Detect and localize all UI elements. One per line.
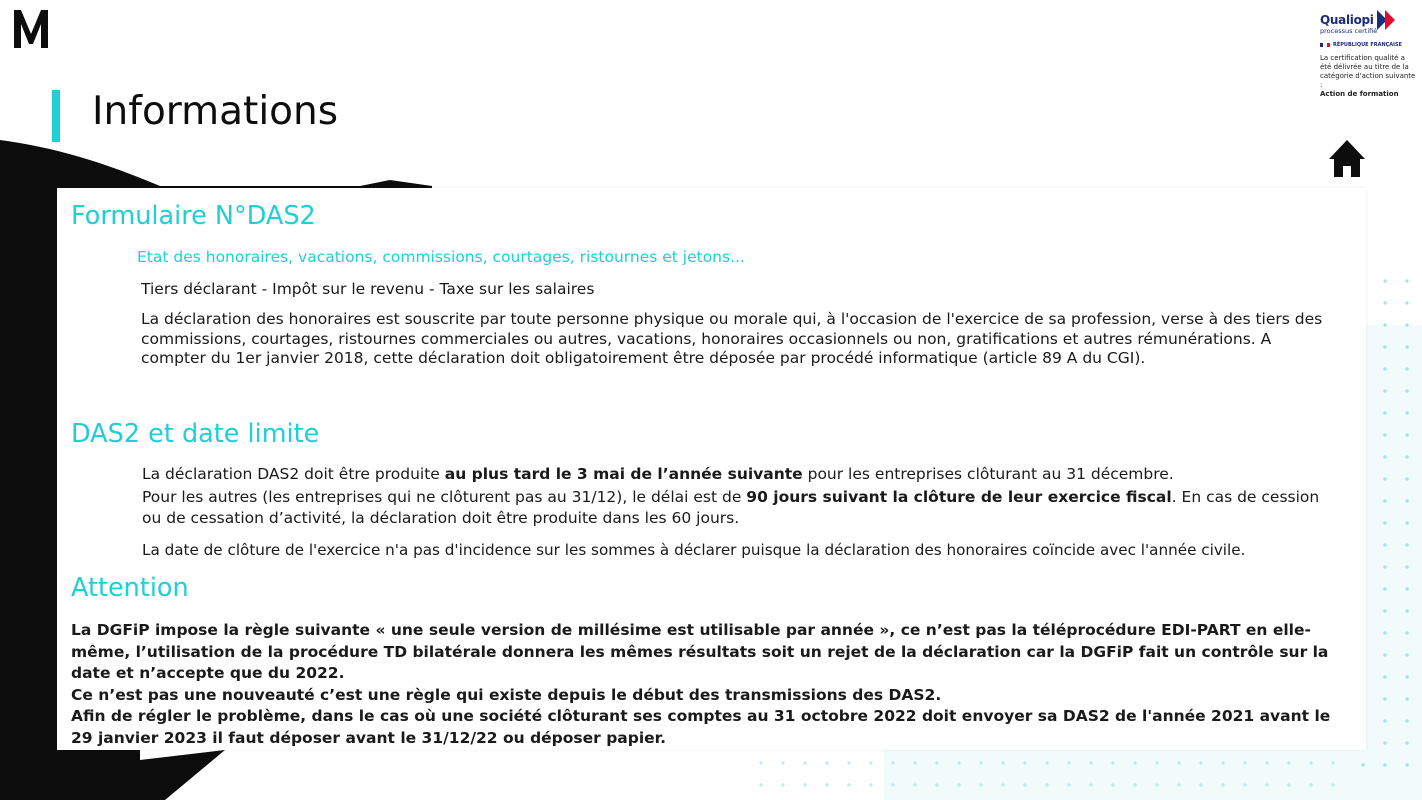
- deadline-p2-tail: . En cas de cession ou de cessation d’activité, la déclaration doit être produite dans les 60 jours.: [142, 488, 1320, 527]
- qualiopi-certification-badge: [1320, 10, 1416, 99]
- background-dot-grid-bottom: [750, 752, 1350, 800]
- deadline-p1-text: La déclaration DAS2 doit être produite: [142, 465, 445, 483]
- qualiopi-brand-name: Qualiopi: [1320, 13, 1374, 27]
- attention-paragraph: [71, 620, 1341, 749]
- content-card: [57, 188, 1366, 750]
- republique-label: RÉPUBLIQUE FRANÇAISE: [1333, 42, 1403, 48]
- section-heading-attention: Attention: [71, 573, 189, 603]
- page-title: Informations: [92, 89, 339, 134]
- certification-category: Action de formation: [1320, 90, 1399, 98]
- deadline-paragraph-1: [142, 465, 1342, 485]
- das2-line-declarant: Tiers déclarant - Impôt sur le revenu - Taxe sur les salaires: [141, 280, 595, 298]
- qualiopi-arrows-icon: [1377, 10, 1395, 30]
- qualiopi-subtitle: processus certifié: [1320, 27, 1378, 35]
- das2-description: La déclaration des honoraires est souscrite par toute personne physique ou morale qui, à l'occasion de l'exercice de sa profession, verse à des tiers des commissions, courtages, ristournes commerciales ou autres, vacations, honoraires occasionnels ou non, gratifications et autres rémunérations. A compter du 1er janvier 2018, cette déclaration doit obligatoirement être déposée par procédé informatique (article 89 A du CGI).: [141, 310, 1323, 367]
- title-accent-bar: [52, 90, 60, 142]
- attention-p3: Afin de régler le problème, dans le cas où une société clôturant ses comptes au 31 octobre 2022 doit envoyer sa DAS2 de l'année 2021 avant le 29 janvier 2023 il faut déposer avant le 31/12/22 ou déposer papier.: [71, 707, 1331, 747]
- republique-francaise-mark: [1320, 42, 1416, 48]
- certification-statement: La certification qualité a été délivrée au titre de la catégorie d'action suivante :: [1320, 54, 1416, 89]
- brand-m-logo-icon[interactable]: [12, 8, 50, 50]
- deadline-p2-emphasis: 90 jours suivant la clôture de leur exercice fiscal: [746, 488, 1172, 506]
- deadline-p1-tail: pour les entreprises clôturant au 31 décembre.: [802, 465, 1174, 483]
- deadline-p2-text: Pour les autres (les entreprises qui ne clôturent pas au 31/12), le délai est de: [142, 488, 747, 506]
- french-flag-icon: [1320, 43, 1330, 47]
- attention-p2: Ce n’est pas une nouveauté c’est une règle qui existe depuis le début des transmissions des DAS2.: [71, 685, 942, 704]
- deadline-paragraph-3: La date de clôture de l'exercice n'a pas d'incidence sur les sommes à déclarer puisque la déclaration des honoraires coïncide avec l'année civile.: [142, 541, 1246, 559]
- deadline-paragraph-2: [142, 487, 1322, 529]
- das2-subheading: Etat des honoraires, vacations, commissions, courtages, ristournes et jetons...: [137, 248, 745, 266]
- section-heading-deadline: DAS2 et date limite: [71, 419, 320, 449]
- attention-p1: La DGFiP impose la règle suivante « une seule version de millésime est utilisable par année », ce n’est pas la téléprocédure EDI-PART en elle-même, l’utilisation de la procédure TD bilatérale donnera les mêmes résultats soit un rejet de la déclaration car la DGFiP fait un contrôle sur la date et n’accepte que du 2022.: [71, 621, 1329, 682]
- certification-text: [1320, 54, 1416, 99]
- section-heading-das2: Formulaire N°DAS2: [71, 201, 316, 231]
- home-icon[interactable]: [1328, 139, 1366, 179]
- deadline-p1-emphasis: au plus tard le 3 mai de l’année suivante: [444, 465, 803, 483]
